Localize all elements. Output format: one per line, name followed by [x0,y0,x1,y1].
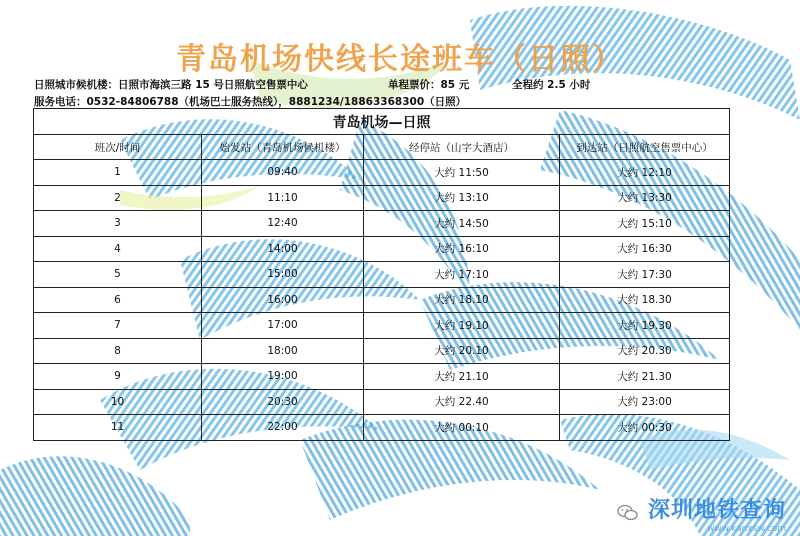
column-header-departure: 始发站（青岛机场候机楼） [202,135,364,160]
departure-time-cell: 20:30 [202,389,364,415]
watermark [617,493,786,524]
stop-time-cell: 大约 22.40 [364,389,560,415]
stop-time-cell: 大约 21.10 [364,364,560,390]
ticket-price: 单程票价：85 元 [388,79,470,91]
trip-number-cell: 7 [34,313,202,339]
wechat-icon [617,504,639,522]
column-header-arrival: 到达站（日照航空售票中心） [560,135,730,160]
table-row [34,211,730,237]
table-row [34,160,730,186]
arrival-time-cell: 大约 19.30 [560,313,730,339]
departure-time-cell: 17:00 [202,313,364,339]
page-title: 青岛机场快线长途班车（日照） [176,42,624,77]
column-header-trip: 班次/时间 [34,135,202,160]
column-header-stop: 经停站（山字大酒店） [364,135,560,160]
trip-number-cell: 9 [34,364,202,390]
arrival-time-cell: 大约 21.30 [560,364,730,390]
arrival-time-cell: 大约 00:30 [560,415,730,441]
trip-number-cell: 1 [34,160,202,186]
departure-time-cell: 22:00 [202,415,364,441]
trip-number-cell: 8 [34,338,202,364]
departure-time-cell: 18:00 [202,338,364,364]
stop-time-cell: 大约 11:50 [364,160,560,186]
arrival-time-cell: 大约 18.30 [560,287,730,313]
stop-time-cell: 大约 16:10 [364,236,560,262]
stop-time-cell: 大约 14:50 [364,211,560,237]
stop-time-cell: 大约 00:10 [364,415,560,441]
arrival-time-cell: 大约 12:10 [560,160,730,186]
table-row [34,185,730,211]
stop-time-cell: 大约 13:10 [364,185,560,211]
table-row [34,287,730,313]
table-row [34,338,730,364]
trip-number-cell: 2 [34,185,202,211]
departure-time-cell: 14:00 [202,236,364,262]
trip-number-cell: 4 [34,236,202,262]
trip-number-cell: 11 [34,415,202,441]
table-row [34,415,730,441]
city-terminal-address: 日照城市候机楼：日照市海滨三路 15 号日照航空售票中心 [34,79,308,91]
schedule-table [33,108,730,441]
departure-time-cell: 19:00 [202,364,364,390]
arrival-time-cell: 大约 20.30 [560,338,730,364]
watermark-text: 深圳地铁查询 [647,498,786,523]
departure-time-cell: 11:10 [202,185,364,211]
arrival-time-cell: 大约 13:30 [560,185,730,211]
table-row [34,364,730,390]
stop-time-cell: 大约 19.10 [364,313,560,339]
departure-time-cell: 15:00 [202,262,364,288]
stop-time-cell: 大约 18.10 [364,287,560,313]
arrival-time-cell: 大约 16:30 [560,236,730,262]
trip-number-cell: 5 [34,262,202,288]
table-row [34,236,730,262]
table-row [34,389,730,415]
stop-time-cell: 大约 20.10 [364,338,560,364]
trip-number-cell: 6 [34,287,202,313]
trip-duration: 全程约 2.5 小时 [512,79,591,91]
route-title: 青岛机场—日照 [34,109,730,135]
stop-time-cell: 大约 17:10 [364,262,560,288]
service-phone: 服务电话：0532-84806788（机场巴士服务热线），8881234/18863368300（日照） [34,96,467,108]
trip-number-cell: 3 [34,211,202,237]
table-row [34,313,730,339]
departure-time-cell: 16:00 [202,287,364,313]
arrival-time-cell: 大约 15:10 [560,211,730,237]
trip-number-cell: 10 [34,389,202,415]
departure-time-cell: 09:40 [202,160,364,186]
departure-time-cell: 12:40 [202,211,364,237]
watermark-url: www.kanxsw.com [706,524,786,534]
arrival-time-cell: 大约 23:00 [560,389,730,415]
table-row [34,262,730,288]
arrival-time-cell: 大约 17:30 [560,262,730,288]
